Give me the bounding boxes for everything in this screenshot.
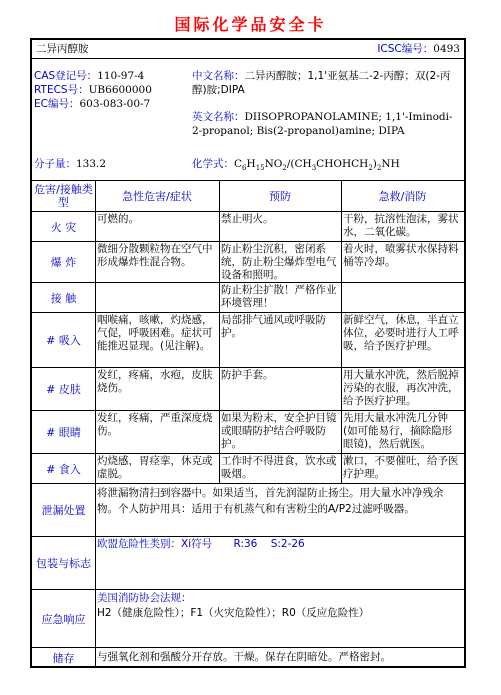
spill-row: [32, 484, 464, 537]
ec-number: EC编号：603-083-00-7: [34, 98, 151, 110]
icsc-number: ICSC编号：0493: [377, 43, 460, 55]
row-type: # 食入: [46, 462, 81, 476]
row-type: # 吸入: [46, 334, 81, 347]
emergency-text: 美国消防协会法规：H2（健康危险性）；F1（火灾危险性）；R0（反应危险性）: [97, 592, 370, 619]
row-aid: 用大量水冲洗，然后脱掉污染的衣服，再次冲洗，给予医疗护理。: [343, 369, 459, 407]
spill-label: 泄漏处置: [41, 504, 86, 517]
table-row: [32, 368, 464, 411]
row-aid: 漱口，不要催吐，给予医疗护理。: [343, 455, 459, 480]
row-aid: 先用大量水冲洗几分钟(如可能易行，摘除隐形眼镜)，然后就医。: [343, 412, 453, 450]
row-prevention: 禁止明火。: [221, 213, 274, 225]
header-type: 危害/接触类型: [34, 183, 93, 209]
header-prevention: 预防: [269, 190, 291, 203]
packaging-text: 欧盟危险性类别：Xi符号 R:36 S:2-26: [97, 538, 305, 550]
row-prevention: 防止粉尘沉积，密闭系统，防止粉尘爆炸型电气设备和照明。: [221, 243, 337, 281]
identifiers-block: [32, 59, 464, 151]
safety-card: [30, 38, 466, 668]
storage-label: 储存: [52, 652, 75, 665]
table-row: [32, 411, 464, 454]
emergency-label: 应急响应: [41, 612, 86, 626]
spill-text: 将泄漏物清扫到容器中。如果适当，首先润湿防止扬尘。用大量水冲净残余物。个人防护用具：适用于有机蒸气和有害粉尘的A/P2过滤呼吸器。: [97, 487, 444, 515]
row-prevention: 防护手套。: [221, 369, 274, 381]
document-title: 国际化学品安全卡: [174, 15, 327, 34]
table-row: [32, 212, 464, 242]
row-hazard: 发红，疼痛，水疱，皮肤烧伤。: [97, 369, 213, 394]
table-row: [32, 242, 464, 283]
storage-text: 与强氧化剂和强酸分开存放。干燥。保存在阴暗处。严格密封。: [97, 651, 391, 663]
row-type: # 眼睛: [46, 426, 81, 439]
row-type: # 皮肤: [46, 383, 81, 396]
english-names: 英文名称：DIISOPROPANOLAMINE; 1,1'-Iminodi-2-propanol; Bis(2-propanol)amine; DIPA: [192, 111, 453, 137]
header-hazard: 急性危害/症状: [122, 190, 192, 203]
row-hazard: 发红，疼痛，严重深度烧伤。: [97, 412, 213, 437]
row-aid: 新鲜空气，休息，半直立体位，必要时进行人工呼吸，给予医疗护理。: [343, 314, 459, 352]
table-row: [32, 454, 464, 484]
row-prevention: 局部排气通风或呼吸防护。: [221, 314, 326, 339]
rtecs-number: RTECS号：UB6600000: [34, 84, 152, 96]
cas-number: CAS登记号：110-97-4: [34, 70, 145, 82]
row-aid: 着火时，喷雾状水保持料桶等冷却。: [343, 243, 459, 268]
storage-row: [32, 648, 464, 668]
packaging-label: 包装与标志: [36, 557, 91, 570]
table-header: [32, 181, 464, 212]
row-type: 火 灾: [50, 220, 77, 234]
row-prevention: 如果为粉末，安全护目镜或眼睛防护结合呼吸防护。: [221, 412, 337, 450]
row-prevention: 工作时不得进食，饮水或吸烟。: [221, 455, 337, 480]
molecular-weight: 分子量：133.2: [34, 158, 107, 170]
header-aid: 急救/消防: [378, 190, 427, 203]
name-row: [32, 40, 464, 59]
packaging-row: [32, 537, 464, 590]
row-type: 接 触: [50, 291, 77, 305]
row-type: 爆 炸: [50, 256, 77, 269]
row-hazard: 咽喉痛，咳嗽，灼烧感，气促，呼吸困难。症状可能推迟显现。(见注解)。: [97, 314, 213, 352]
emergency-row: [32, 590, 464, 648]
row-prevention: 防止粉尘扩散！严格作业环境管理！: [221, 284, 337, 309]
row-hazard: 灼烧感，胃痉挛，休克或虚脱。: [97, 455, 213, 480]
formula-row: [32, 151, 464, 181]
table-row: [32, 283, 464, 313]
table-row: [32, 313, 464, 368]
chinese-names: 中文名称：二异丙醇胺；1,1'亚氨基二-2-丙醇；双(2-丙醇)胺;DIPA: [192, 70, 451, 96]
chemical-formula: 化学式：$C_6H_{15}NO_2/(CH_3CHOHCH_2)_2NH$: [192, 158, 400, 173]
row-hazard: 可燃的。: [97, 213, 139, 225]
row-aid: 干粉，抗溶性泡沫，雾状水，二氧化碳。: [343, 213, 459, 238]
chemical-name: 二异丙醇胺: [36, 43, 89, 55]
row-hazard: 微细分散颗粒物在空气中形成爆炸性混合物。: [97, 243, 213, 268]
